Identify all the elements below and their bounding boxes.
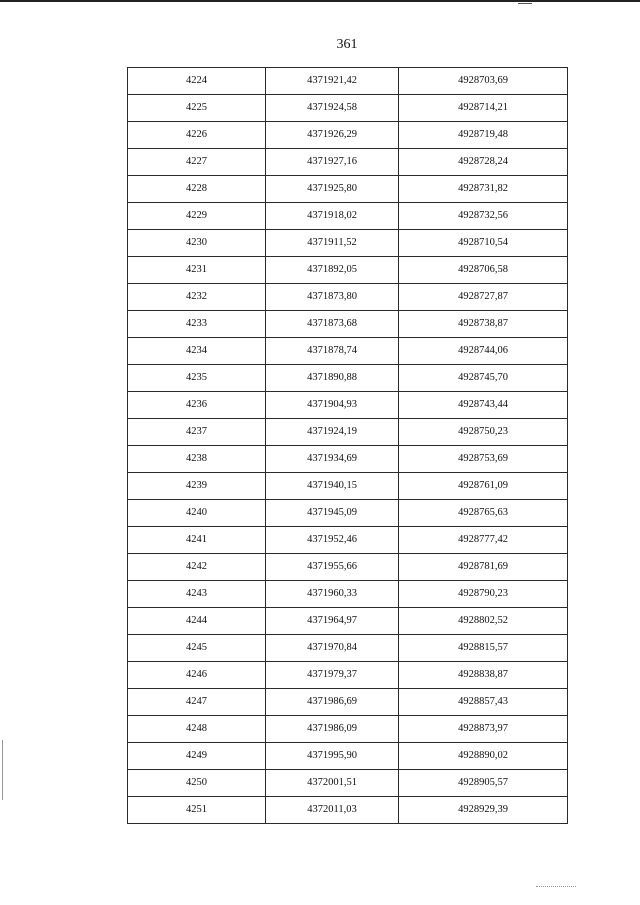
top-border-line [0,0,640,2]
table-row [128,176,568,203]
table-row [128,203,568,230]
x-coordinate-cell: 4372001,51 [266,770,399,797]
table-row [128,500,568,527]
table-row [128,95,568,122]
point-number-cell: 4241 [128,527,266,554]
x-coordinate-cell: 4371986,69 [266,689,399,716]
table-row [128,284,568,311]
point-number-cell: 4236 [128,392,266,419]
table-row [128,122,568,149]
point-number-cell: 4231 [128,257,266,284]
y-coordinate-cell: 4928731,82 [399,176,568,203]
point-number-cell: 4249 [128,743,266,770]
y-coordinate-cell: 4928750,23 [399,419,568,446]
x-coordinate-cell: 4371892,05 [266,257,399,284]
x-coordinate-cell: 4371921,42 [266,68,399,95]
x-coordinate-cell: 4371878,74 [266,338,399,365]
y-coordinate-cell: 4928732,56 [399,203,568,230]
table-row [128,662,568,689]
point-number-cell: 4245 [128,635,266,662]
x-coordinate-cell: 4371927,16 [266,149,399,176]
point-number-cell: 4227 [128,149,266,176]
point-number-cell: 4242 [128,554,266,581]
point-number-cell: 4251 [128,797,266,824]
x-coordinate-cell: 4371890,88 [266,365,399,392]
point-number-cell: 4237 [128,419,266,446]
table-row [128,257,568,284]
scan-mark [536,886,576,888]
y-coordinate-cell: 4928838,87 [399,662,568,689]
table-row [128,554,568,581]
y-coordinate-cell: 4928873,97 [399,716,568,743]
point-number-cell: 4224 [128,68,266,95]
y-coordinate-cell: 4928929,39 [399,797,568,824]
point-number-cell: 4234 [128,338,266,365]
y-coordinate-cell: 4928745,70 [399,365,568,392]
x-coordinate-cell: 4371945,09 [266,500,399,527]
x-coordinate-cell: 4371926,29 [266,122,399,149]
y-coordinate-cell: 4928710,54 [399,230,568,257]
scan-mark [518,3,532,4]
y-coordinate-cell: 4928815,57 [399,635,568,662]
y-coordinate-cell: 4928719,48 [399,122,568,149]
table-row [128,527,568,554]
point-number-cell: 4238 [128,446,266,473]
x-coordinate-cell: 4371986,09 [266,716,399,743]
point-number-cell: 4247 [128,689,266,716]
table-row [128,770,568,797]
x-coordinate-cell: 4371964,97 [266,608,399,635]
y-coordinate-cell: 4928727,87 [399,284,568,311]
point-number-cell: 4244 [128,608,266,635]
x-coordinate-cell: 4371918,02 [266,203,399,230]
table-row [128,608,568,635]
y-coordinate-cell: 4928857,43 [399,689,568,716]
x-coordinate-cell: 4371970,84 [266,635,399,662]
x-coordinate-cell: 4371873,80 [266,284,399,311]
y-coordinate-cell: 4928781,69 [399,554,568,581]
table-row [128,311,568,338]
point-number-cell: 4226 [128,122,266,149]
table-row [128,581,568,608]
table-row [128,230,568,257]
x-coordinate-cell: 4371952,46 [266,527,399,554]
table-row [128,446,568,473]
page-number: 361 [336,37,358,52]
y-coordinate-cell: 4928744,06 [399,338,568,365]
point-number-cell: 4250 [128,770,266,797]
table-row [128,473,568,500]
x-coordinate-cell: 4371924,58 [266,95,399,122]
point-number-cell: 4228 [128,176,266,203]
table-row [128,743,568,770]
y-coordinate-cell: 4928790,23 [399,581,568,608]
x-coordinate-cell: 4371873,68 [266,311,399,338]
point-number-cell: 4229 [128,203,266,230]
coordinates-table [127,67,568,824]
x-coordinate-cell: 4371924,19 [266,419,399,446]
point-number-cell: 4225 [128,95,266,122]
table-row [128,716,568,743]
point-number-cell: 4239 [128,473,266,500]
y-coordinate-cell: 4928890,02 [399,743,568,770]
point-number-cell: 4230 [128,230,266,257]
x-coordinate-cell: 4371995,90 [266,743,399,770]
x-coordinate-cell: 4371979,37 [266,662,399,689]
y-coordinate-cell: 4928706,58 [399,257,568,284]
point-number-cell: 4246 [128,662,266,689]
y-coordinate-cell: 4928703,69 [399,68,568,95]
point-number-cell: 4235 [128,365,266,392]
y-coordinate-cell: 4928905,57 [399,770,568,797]
y-coordinate-cell: 4928743,44 [399,392,568,419]
y-coordinate-cell: 4928802,52 [399,608,568,635]
y-coordinate-cell: 4928753,69 [399,446,568,473]
table-body [128,68,568,824]
point-number-cell: 4240 [128,500,266,527]
x-coordinate-cell: 4371960,33 [266,581,399,608]
y-coordinate-cell: 4928765,63 [399,500,568,527]
table-row [128,419,568,446]
table-row [128,68,568,95]
table-row [128,635,568,662]
x-coordinate-cell: 4371955,66 [266,554,399,581]
point-number-cell: 4248 [128,716,266,743]
y-coordinate-cell: 4928738,87 [399,311,568,338]
table-row [128,365,568,392]
y-coordinate-cell: 4928714,21 [399,95,568,122]
y-coordinate-cell: 4928728,24 [399,149,568,176]
table-row [128,689,568,716]
x-coordinate-cell: 4371934,69 [266,446,399,473]
table-row [128,392,568,419]
x-coordinate-cell: 4371904,93 [266,392,399,419]
x-coordinate-cell: 4372011,03 [266,797,399,824]
point-number-cell: 4243 [128,581,266,608]
x-coordinate-cell: 4371940,15 [266,473,399,500]
table-row [128,338,568,365]
table-row [128,149,568,176]
point-number-cell: 4232 [128,284,266,311]
y-coordinate-cell: 4928761,09 [399,473,568,500]
x-coordinate-cell: 4371925,80 [266,176,399,203]
point-number-cell: 4233 [128,311,266,338]
table-row [128,797,568,824]
scan-mark [2,740,3,800]
y-coordinate-cell: 4928777,42 [399,527,568,554]
x-coordinate-cell: 4371911,52 [266,230,399,257]
